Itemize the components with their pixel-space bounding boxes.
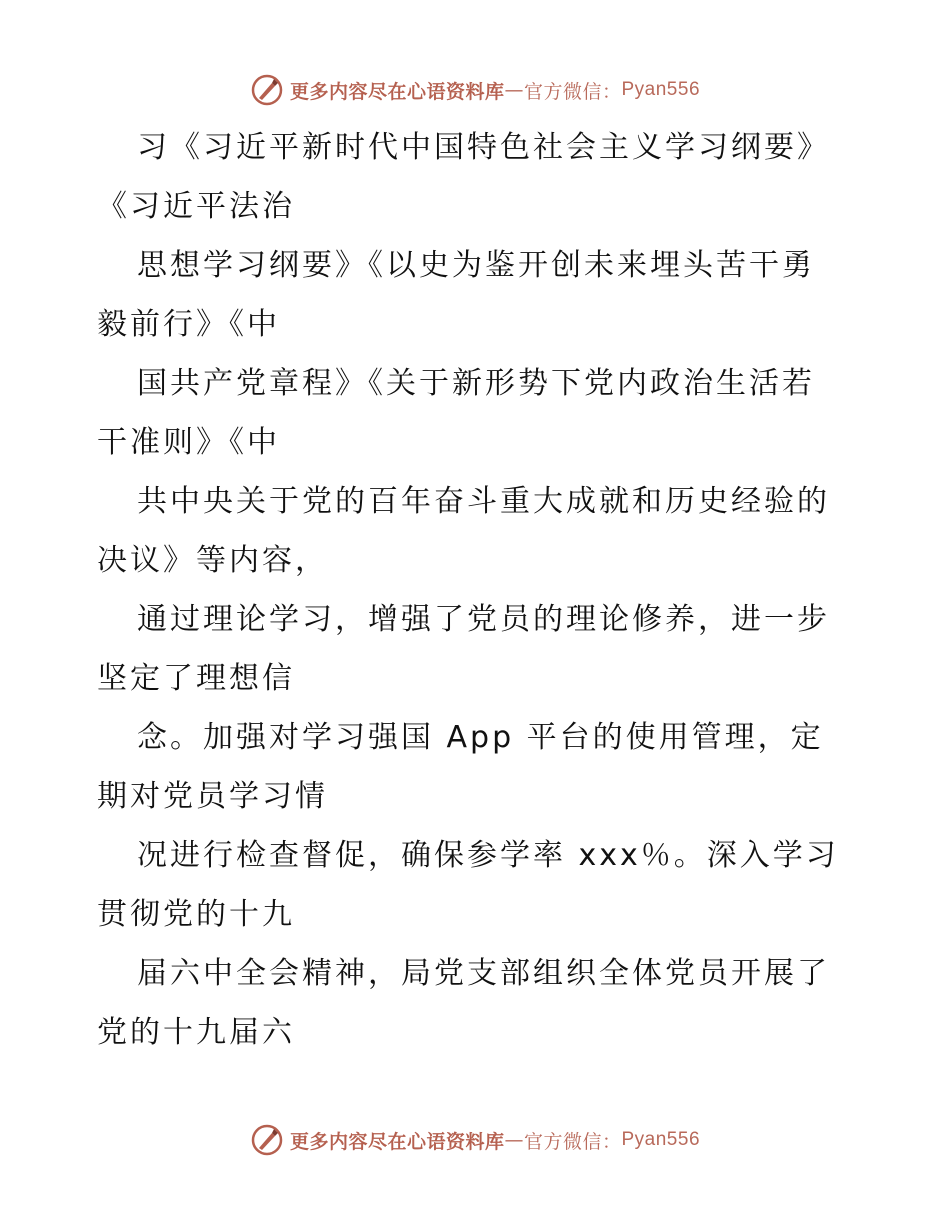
body-line: 决议》等内容， [97, 543, 328, 578]
body-line: 期对党员学习情 [97, 779, 328, 814]
body-line: 共中央关于党的百年奋斗重大成就和历史经验的 [137, 484, 830, 519]
footer-brand: 更多内容尽在心语资料库 [289, 1130, 505, 1153]
header-wechat-id: Pyan556 [621, 79, 701, 100]
footer-wechat-id: Pyan556 [621, 1129, 701, 1150]
pen-logo-icon [250, 73, 284, 107]
header-wechat-label: 官方微信： [523, 80, 622, 103]
header-brand: 更多内容尽在心语资料库 [289, 80, 505, 103]
pen-logo-icon [250, 1123, 284, 1157]
body-line: 通过理论学习，增强了党员的理论修养，进一步 [137, 602, 830, 637]
header-watermark [0, 70, 950, 110]
body-line: 干准则》《中 [97, 425, 280, 460]
body-line: 毅前行》《中 [97, 307, 280, 342]
body-line: 思想学习纲要》《以史为鉴开创未来埋头苦干勇 [137, 248, 815, 283]
footer-watermark [0, 1120, 950, 1160]
body-line: 党的十九届六 [97, 1015, 295, 1050]
body-line: 国共产党章程》《关于新形势下党内政治生活若 [137, 366, 815, 401]
footer-wechat-label: 官方微信： [523, 1130, 622, 1153]
body-line: 坚定了理想信 [97, 661, 295, 696]
body-line: 况进行检查督促，确保参学率 xxx％。深入学习 [137, 838, 839, 873]
body-line: 贯彻党的十九 [97, 897, 295, 932]
document-body [97, 118, 857, 1062]
body-line: 《习近平法治 [97, 189, 295, 224]
body-line: 念。加强对学习强国 App 平台的使用管理，定 [137, 720, 824, 755]
header-separator: — [504, 79, 524, 101]
body-line: 届六中全会精神，局党支部组织全体党员开展了 [137, 956, 830, 991]
footer-separator: — [504, 1129, 524, 1151]
body-line: 习《习近平新时代中国特色社会主义学习纲要》 [137, 130, 830, 165]
